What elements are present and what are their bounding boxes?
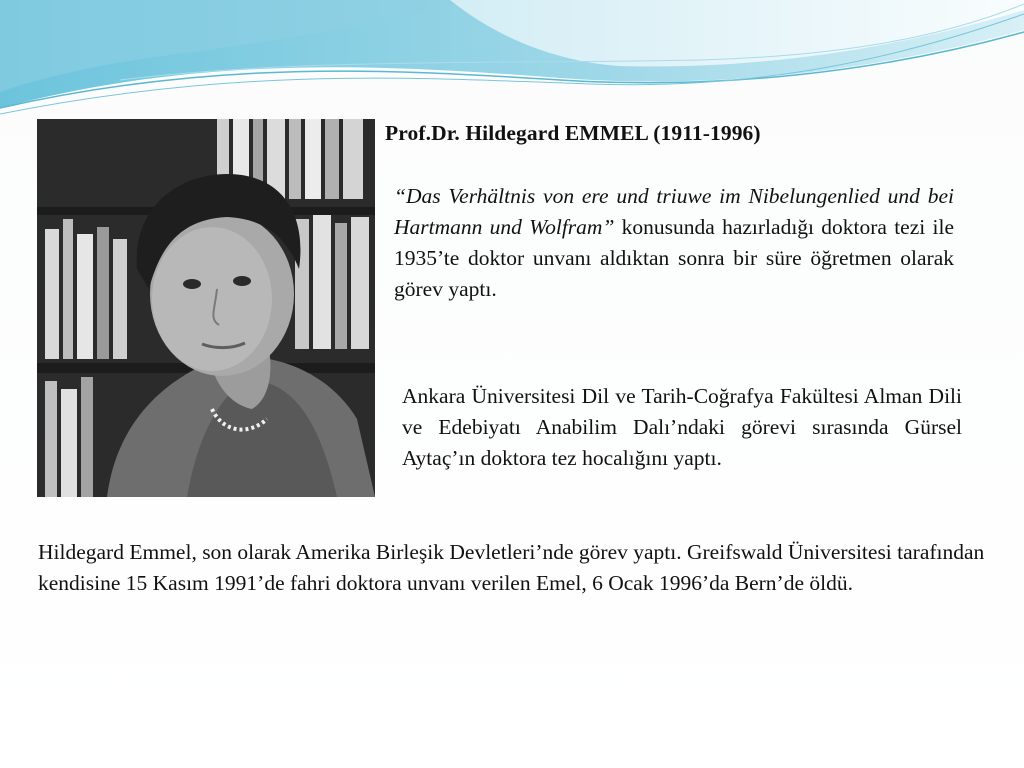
paragraph-dissertation bbox=[394, 181, 954, 305]
paragraph-ankara-university: Ankara Üniversitesi Dil ve Tarih-Coğrafya Fakültesi Alman Dili ve Edebiyatı Anabilim Dalı’ndaki görevi sırasında Gürsel Aytaç’ın doktora tez hocalığını yaptı. bbox=[402, 384, 962, 470]
portrait-photo bbox=[37, 119, 375, 497]
paragraph-later-life: Hildegard Emmel, son olarak Amerika Birleşik Devletleri’nde görev yaptı. Greifswald Üniversitesi tarafından kendisine 15 Kasım 1991’de fahri doktora unvanı verilen Emel, 6 Ocak 1996’da Bern’de öldü. bbox=[38, 540, 985, 595]
portrait-illustration bbox=[37, 119, 375, 497]
slide-title: Prof.Dr. Hildegard EMMEL (1911-1996) bbox=[385, 121, 761, 145]
dissertation-title-quote: “Das Verhältnis von ere und triuwe im Nibelungenlied und bei Hartmann und Wolfram” bbox=[394, 184, 954, 239]
paragraph-dissertation-text: konusunda hazırladığı doktora tezi ile 1935’te doktor unvanı aldıktan sonra bir süre öğretmen olarak görev yaptı. bbox=[394, 215, 954, 301]
wave-header-decoration bbox=[0, 0, 1024, 120]
